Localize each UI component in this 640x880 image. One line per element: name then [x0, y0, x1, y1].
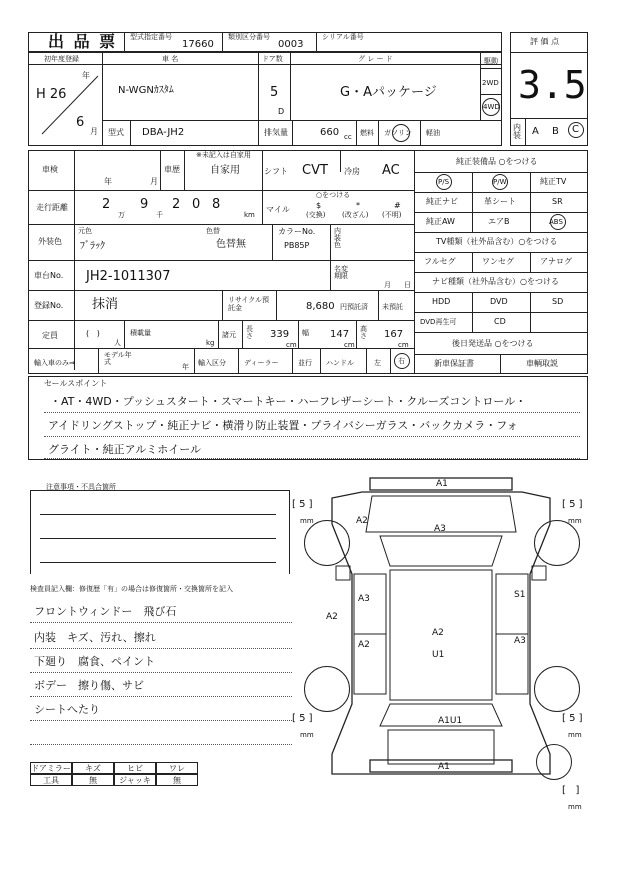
nav-hdd: HDD [432, 297, 451, 306]
mark-roof: A2 [432, 628, 444, 638]
reg-label: 登録No. [34, 301, 64, 310]
shaken-label: 車検 [42, 165, 58, 174]
tread-rl-unit: mm [300, 731, 314, 739]
wheel-spare [536, 744, 572, 780]
type-no-label: 型式指定番号 [130, 33, 172, 41]
nav-sd: SD [552, 297, 564, 306]
eq-leather: 革シート [484, 197, 516, 206]
doors-value: 5 [270, 85, 279, 100]
mileage-opt3: # [394, 201, 401, 210]
capacity-label: 定員 [42, 331, 58, 340]
tread-rr: [ 5 ] [562, 713, 583, 724]
name-change-month: 月 [384, 281, 391, 289]
eq-aw: 純正AW [426, 217, 455, 226]
mileage-d2: 9 [140, 197, 149, 212]
model-label: 型式 [108, 128, 124, 137]
eq-pw: P/W [493, 178, 507, 186]
color-code: PB85P [284, 241, 310, 250]
mileage-label: 走行距離 [36, 203, 68, 212]
tread-fr: [ 5 ] [562, 499, 583, 510]
mileage-man: 万 [118, 211, 125, 219]
mileage-opt1: $ [316, 201, 322, 210]
sales-line-2: アイドリングストップ・純正ナビ・横滑り防止装置・プライバシーガラス・バックカメラ・フォ [48, 419, 518, 432]
nav-header: ナビ種類（社外品含む）○をつける [432, 277, 559, 286]
mark-front-bumper: A1 [436, 479, 448, 489]
first-reg-month: 6 [76, 115, 85, 130]
ac-label: 冷房 [344, 167, 360, 176]
capacity-persons: 人 [114, 339, 121, 347]
wheel-front-right [534, 517, 582, 566]
mark-right-rear: A3 [514, 636, 526, 646]
shift-label: シフト [264, 167, 288, 176]
equipment-header: 純正装備品 ○をつける [456, 157, 538, 166]
dealer-label: ディーラー [244, 359, 279, 367]
notes-label: 注意事項・不具合箇所 [46, 483, 116, 491]
color-original-label: 元色 [78, 227, 92, 235]
drive-4wd: 4WD [483, 103, 500, 111]
note-line-5: シートへたり [34, 703, 100, 716]
width-label: 幅 [302, 329, 309, 337]
nav-cd: CD [494, 317, 506, 326]
wheel-rear-left [304, 666, 350, 712]
sales-points-label: セールスポイント [44, 379, 108, 388]
sales-line-3: グライト・純正アルミホイール [48, 443, 202, 456]
legend-h3: ヒビ [114, 762, 156, 774]
model-year-mark: 年 [182, 363, 189, 371]
mileage-opt1-sub: (交換) [306, 211, 326, 219]
history-note: ※未記入は自家用 [196, 151, 251, 159]
legend-v2: 無 [72, 774, 114, 786]
tv-oneseg: ワンセグ [482, 257, 514, 266]
sales-line-1: ・AT・4WD・プッシュスタート・スマートキー・ハーフレザーシート・クルーズコントロール・ [50, 395, 527, 408]
handle-label: ハンドル [326, 359, 354, 367]
recycle-unpaid: 未預託 [382, 303, 403, 311]
later-warranty: 新車保証書 [434, 359, 474, 368]
mileage-d1: 2 [102, 197, 111, 212]
mileage-unit: km [244, 211, 255, 219]
width-value: 147 [330, 329, 350, 340]
tread-fl-unit: mm [300, 517, 314, 525]
interior-c: C [572, 124, 579, 135]
first-reg-year-mark: 年 [82, 71, 90, 80]
reg-value: 抹消 [92, 297, 119, 312]
color-paint: 色替無 [216, 239, 246, 250]
interior-a: A [532, 126, 539, 137]
door-suffix: D [278, 107, 285, 116]
mileage-mile: マイル [266, 205, 290, 214]
history-value: 自家用 [210, 165, 240, 176]
mark-left-fender: A2 [326, 612, 338, 622]
legend-v3: ジャッキ [114, 774, 156, 786]
color-paint-label: 色替 [206, 227, 220, 235]
mileage-opt2-sub: (改ざん) [342, 211, 369, 219]
legend-v1: 工具 [30, 774, 72, 786]
legend-v4: 無 [156, 774, 198, 786]
fuel-label: 燃料 [360, 129, 374, 137]
displacement-value: 660 [320, 127, 340, 138]
load-label: 積載量 [130, 329, 151, 337]
first-reg-era: H 26 [36, 87, 67, 102]
mileage-d3: 2 [172, 197, 181, 212]
name-change-day: 日 [404, 281, 411, 289]
dims-label: 諸元 [222, 331, 236, 339]
drive-2wd: 2WD [482, 79, 499, 87]
eq-airbag: エアB [488, 217, 510, 226]
shift-value: CVT [302, 163, 328, 178]
width-unit: cm [344, 341, 355, 349]
capacity-paren: ( ) [86, 329, 100, 338]
note-line-1: フロントウィンドー 飛び石 [34, 605, 177, 618]
class-no-value: 0003 [278, 39, 304, 50]
mileage-opt2: * [356, 201, 360, 210]
mileage-d5: 8 [212, 197, 221, 212]
ac-value: AC [382, 163, 400, 178]
tv-fullseg: フルセグ [424, 257, 456, 266]
handle-left: 左 [374, 359, 381, 367]
parallel-label: 並行 [298, 359, 312, 367]
grade-label: グ レ ー ド [358, 55, 393, 63]
fuel-value: ガソリン [384, 129, 412, 137]
nav-dvd: DVD [490, 297, 508, 306]
wheel-front-left [304, 520, 350, 566]
type-no-value: 17660 [182, 39, 214, 50]
drive-label: 駆動 [484, 57, 498, 65]
wheel-rear-right [534, 666, 580, 712]
mark-roof-u: U1 [432, 650, 445, 660]
eq-nav: 純正ナビ [426, 197, 458, 206]
nav-dvd-play: DVD再生可 [420, 318, 457, 326]
tv-analog: アナログ [540, 257, 572, 266]
mark-rear-bumper: A1 [438, 762, 450, 772]
mileage-opt3-sub: (不明) [382, 211, 402, 219]
eq-abs: ABS [549, 218, 563, 226]
interior-color-label: 内装色 [334, 227, 341, 249]
legend-h2: キズ [72, 762, 114, 774]
color-label: 外装色 [38, 237, 62, 246]
mark-hood-left: A2 [356, 516, 368, 526]
chassis-label: 車台No. [34, 271, 64, 280]
mark-hood: A3 [434, 524, 446, 534]
displacement-unit: cc [344, 133, 352, 141]
height-label: 高さ [360, 325, 367, 340]
car-diagram [292, 474, 592, 814]
note-line-3: 下廻り 腐食、ペイント [34, 655, 155, 668]
note-line-4: ボデー 擦り傷、サビ [34, 679, 144, 692]
score-value: 3.5 [518, 63, 587, 107]
grade-value: G・Aパッケージ [340, 85, 437, 100]
tread-rr-unit: mm [568, 731, 582, 739]
model-value: DBA-JH2 [142, 127, 185, 138]
height-unit: cm [398, 341, 409, 349]
length-label: 長さ [246, 325, 253, 340]
mileage-note: ○をつける [316, 191, 351, 199]
legend-h4: ワレ [156, 762, 198, 774]
tread-fr-unit: mm [568, 517, 582, 525]
history-label: 車歴 [164, 165, 180, 174]
eq-sr: SR [552, 197, 563, 206]
color-original: ﾌﾞﾗｯｸ [80, 241, 105, 252]
import-class-label: 輸入区分 [198, 359, 226, 367]
shaken-year-mark: 年 [104, 177, 112, 186]
legend-h1: ドアミラー [31, 763, 71, 773]
first-reg-month-mark: 月 [90, 127, 98, 136]
model-year-label: モデル年式 [104, 351, 132, 366]
first-reg-label: 初年度登録 [44, 55, 79, 63]
length-value: 339 [270, 329, 290, 340]
height-value: 167 [384, 329, 404, 340]
displacement-label: 排気量 [264, 128, 288, 137]
mark-left-front-door: A3 [358, 594, 370, 604]
class-no-label: 類別区分番号 [228, 33, 270, 41]
doors-label: ドア数 [262, 55, 283, 63]
note-line-2: 内装 キズ、汚れ、擦れ [34, 631, 156, 644]
recycle-unit: 円預託済 [340, 303, 368, 311]
chassis-value: JH2-1011307 [86, 269, 171, 284]
shaken-month-mark: 月 [150, 177, 158, 186]
tread-spare-unit: mm [568, 803, 582, 811]
car-name-label: 車 名 [162, 55, 179, 63]
mark-rear-door: A1U1 [438, 716, 463, 726]
mark-left-rear-door: A2 [358, 640, 370, 650]
later-manual: 車輌取説 [526, 359, 558, 368]
page-title: 出 品 票 [48, 32, 118, 51]
tread-rl: [ 5 ] [292, 713, 313, 724]
mark-right-door: S1 [514, 590, 526, 600]
name-change-label: 名変期限 [334, 265, 348, 280]
tread-fl: [ 5 ] [292, 499, 313, 510]
tv-header: TV種類（社外品含む）○をつける [436, 237, 558, 246]
interior-b: B [552, 126, 559, 137]
inspector-label: 検査員記入欄：修復歴「有」の場合は修復箇所・交換箇所を記入 [30, 585, 233, 593]
tread-spare: [ ] [562, 785, 580, 796]
import-label: 輸入車のみ⇒ [34, 359, 75, 367]
later-header: 後日発送品 ○をつける [452, 339, 534, 348]
score-label: 評 価 点 [530, 37, 560, 46]
mileage-sen: 千 [156, 211, 163, 219]
car-name: N-WGNｶｽﾀﾑ [118, 85, 174, 96]
eq-ps: P/S [438, 178, 450, 186]
serial-label: シリアル番号 [322, 33, 364, 41]
light-oil: 軽油 [426, 129, 440, 137]
eq-tv: 純正TV [540, 177, 567, 186]
recycle-value: 8,680 [306, 301, 335, 312]
recycle-label: リサイクル預託金 [228, 296, 270, 313]
interior-label: 内装 [513, 123, 521, 140]
handle-right: 右 [398, 357, 405, 365]
mileage-d4: 0 [192, 197, 201, 212]
color-code-label: カラーNo. [278, 227, 316, 236]
load-unit: kg [206, 339, 215, 347]
length-unit: cm [286, 341, 297, 349]
